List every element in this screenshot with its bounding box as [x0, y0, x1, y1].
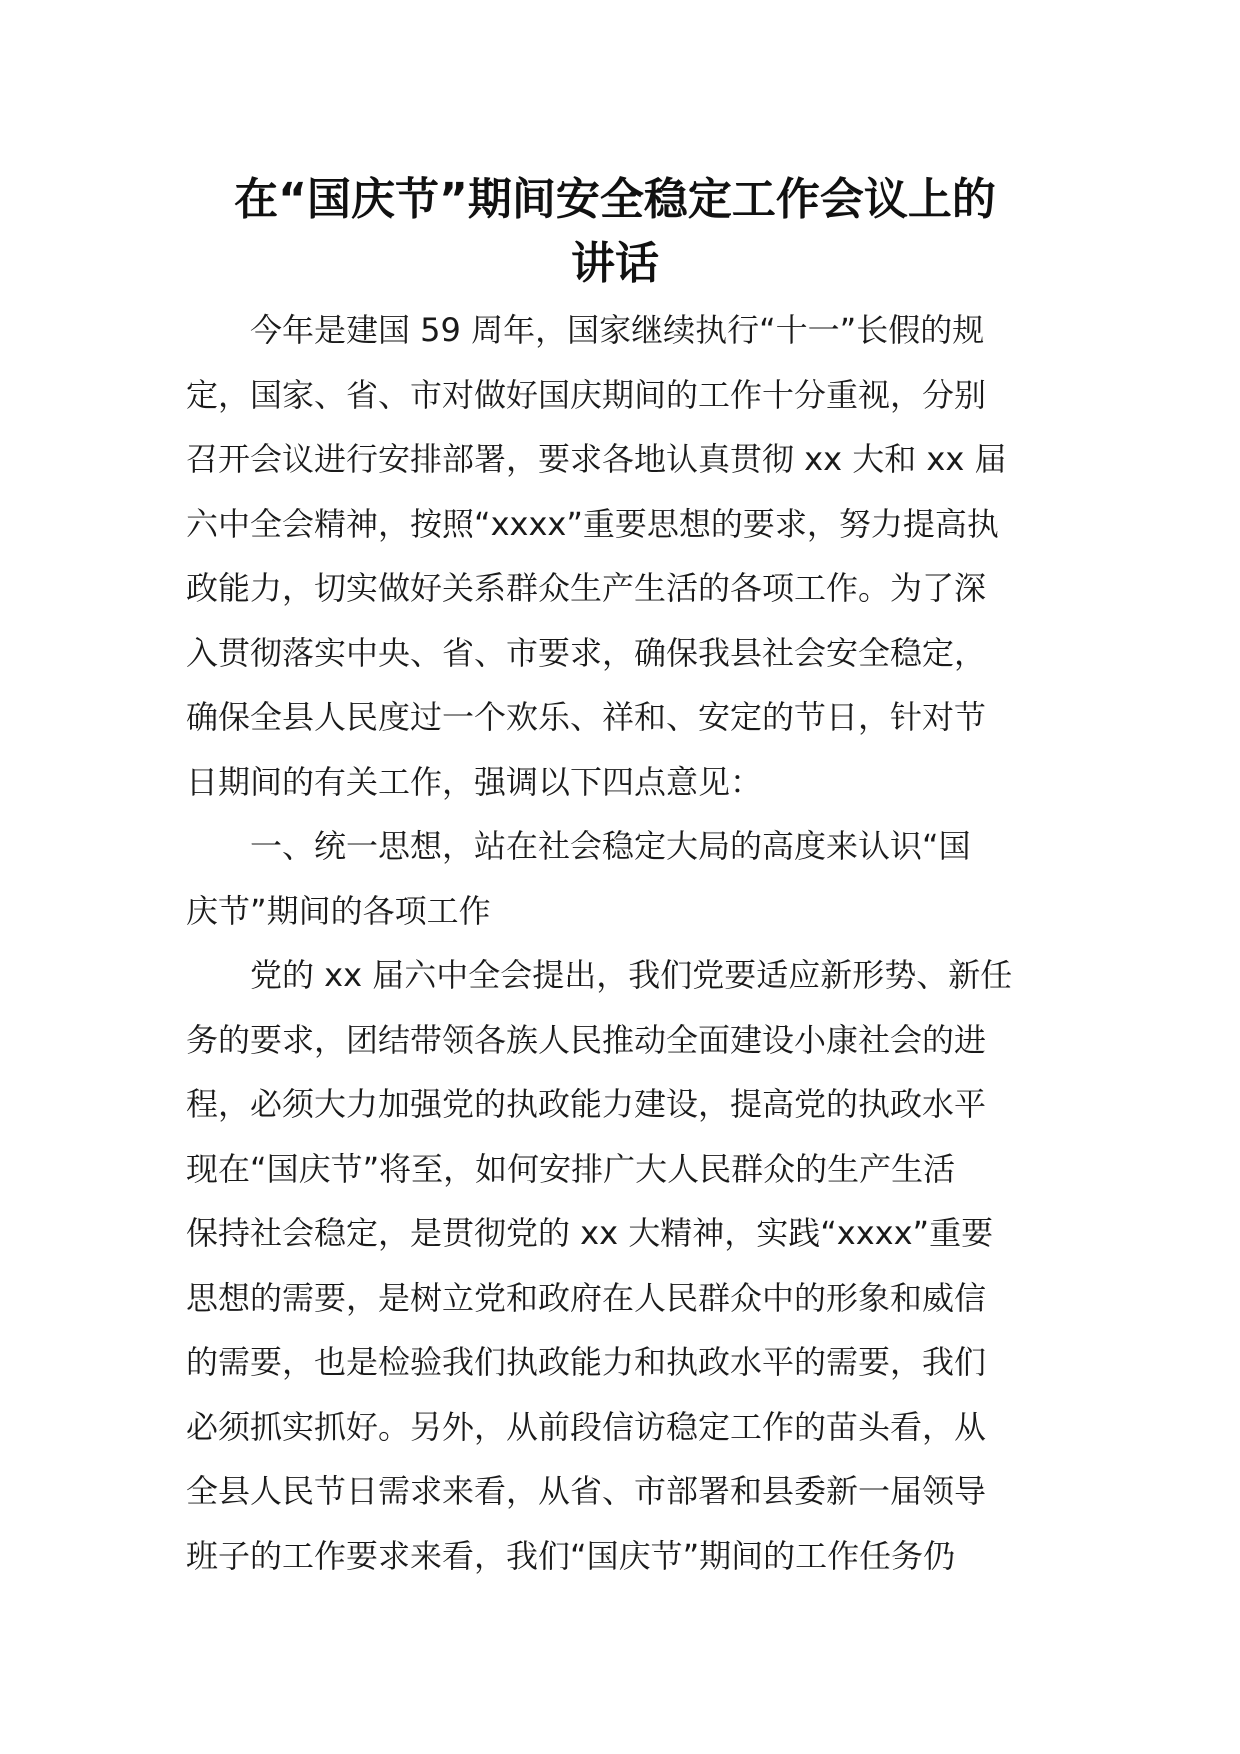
paragraph-line: 今年是建国 59 周年，国家继续执行“十一”长假的规	[250, 311, 985, 349]
paragraph-line: 入贯彻落实中央、省、市要求，确保我县社会安全稳定，	[186, 633, 987, 672]
paragraph-line: 保持社会稳定，是贯彻党的 xx 大精神，实践“xxxx”重要	[186, 1214, 994, 1252]
section-heading-line: 庆节”期间的各项工作	[186, 891, 491, 930]
document-title	[170, 168, 1060, 296]
section-heading-line: 一、统一思想，站在社会稳定大局的高度来认识“国	[250, 827, 971, 865]
paragraph-line: 现在“国庆节”将至，如何安排广大人民群众的生产生活	[186, 1149, 956, 1188]
document-body	[186, 298, 1066, 1588]
paragraph-line: 六中全会精神，按照“xxxx”重要思想的要求，努力提高执	[186, 504, 999, 543]
paragraph-line: 思想的需要，是树立党和政府在人民群众中的形象和威信	[186, 1278, 987, 1317]
paragraph-line: 定，国家、省、市对做好国庆期间的工作十分重视，分别	[186, 375, 987, 414]
paragraph-line: 党的 xx 届六中全会提出，我们党要适应新形势、新任	[250, 956, 1013, 994]
paragraph-line: 全县人民节日需求来看，从省、市部署和县委新一届领导	[186, 1472, 987, 1510]
paragraph-line: 确保全县人民度过一个欢乐、祥和、安定的节日，针对节	[186, 698, 987, 736]
paragraph-line: 程，必须大力加强党的执政能力建设，提高党的执政水平	[186, 1085, 987, 1123]
paragraph-line: 必须抓实抓好。另外，从前段信访稳定工作的苗头看，从	[186, 1407, 987, 1446]
paragraph-line: 政能力，切实做好关系群众生产生活的各项工作。为了深	[186, 569, 987, 607]
paragraph-line: 召开会议进行安排部署，要求各地认真贯彻 xx 大和 xx 届	[186, 440, 1007, 478]
title-line: 在“国庆节”期间安全稳定工作会议上的	[234, 174, 996, 225]
paragraph-line: 的需要，也是检验我们执政能力和执政水平的需要，我们	[186, 1343, 987, 1381]
title-line: 讲话	[571, 238, 659, 289]
paragraph-line: 日期间的有关工作，强调以下四点意见：	[186, 762, 763, 801]
paragraph-line: 务的要求，团结带领各族人民推动全面建设小康社会的进	[186, 1020, 987, 1059]
paragraph-line: 班子的工作要求来看，我们“国庆节”期间的工作任务仍	[186, 1536, 956, 1575]
